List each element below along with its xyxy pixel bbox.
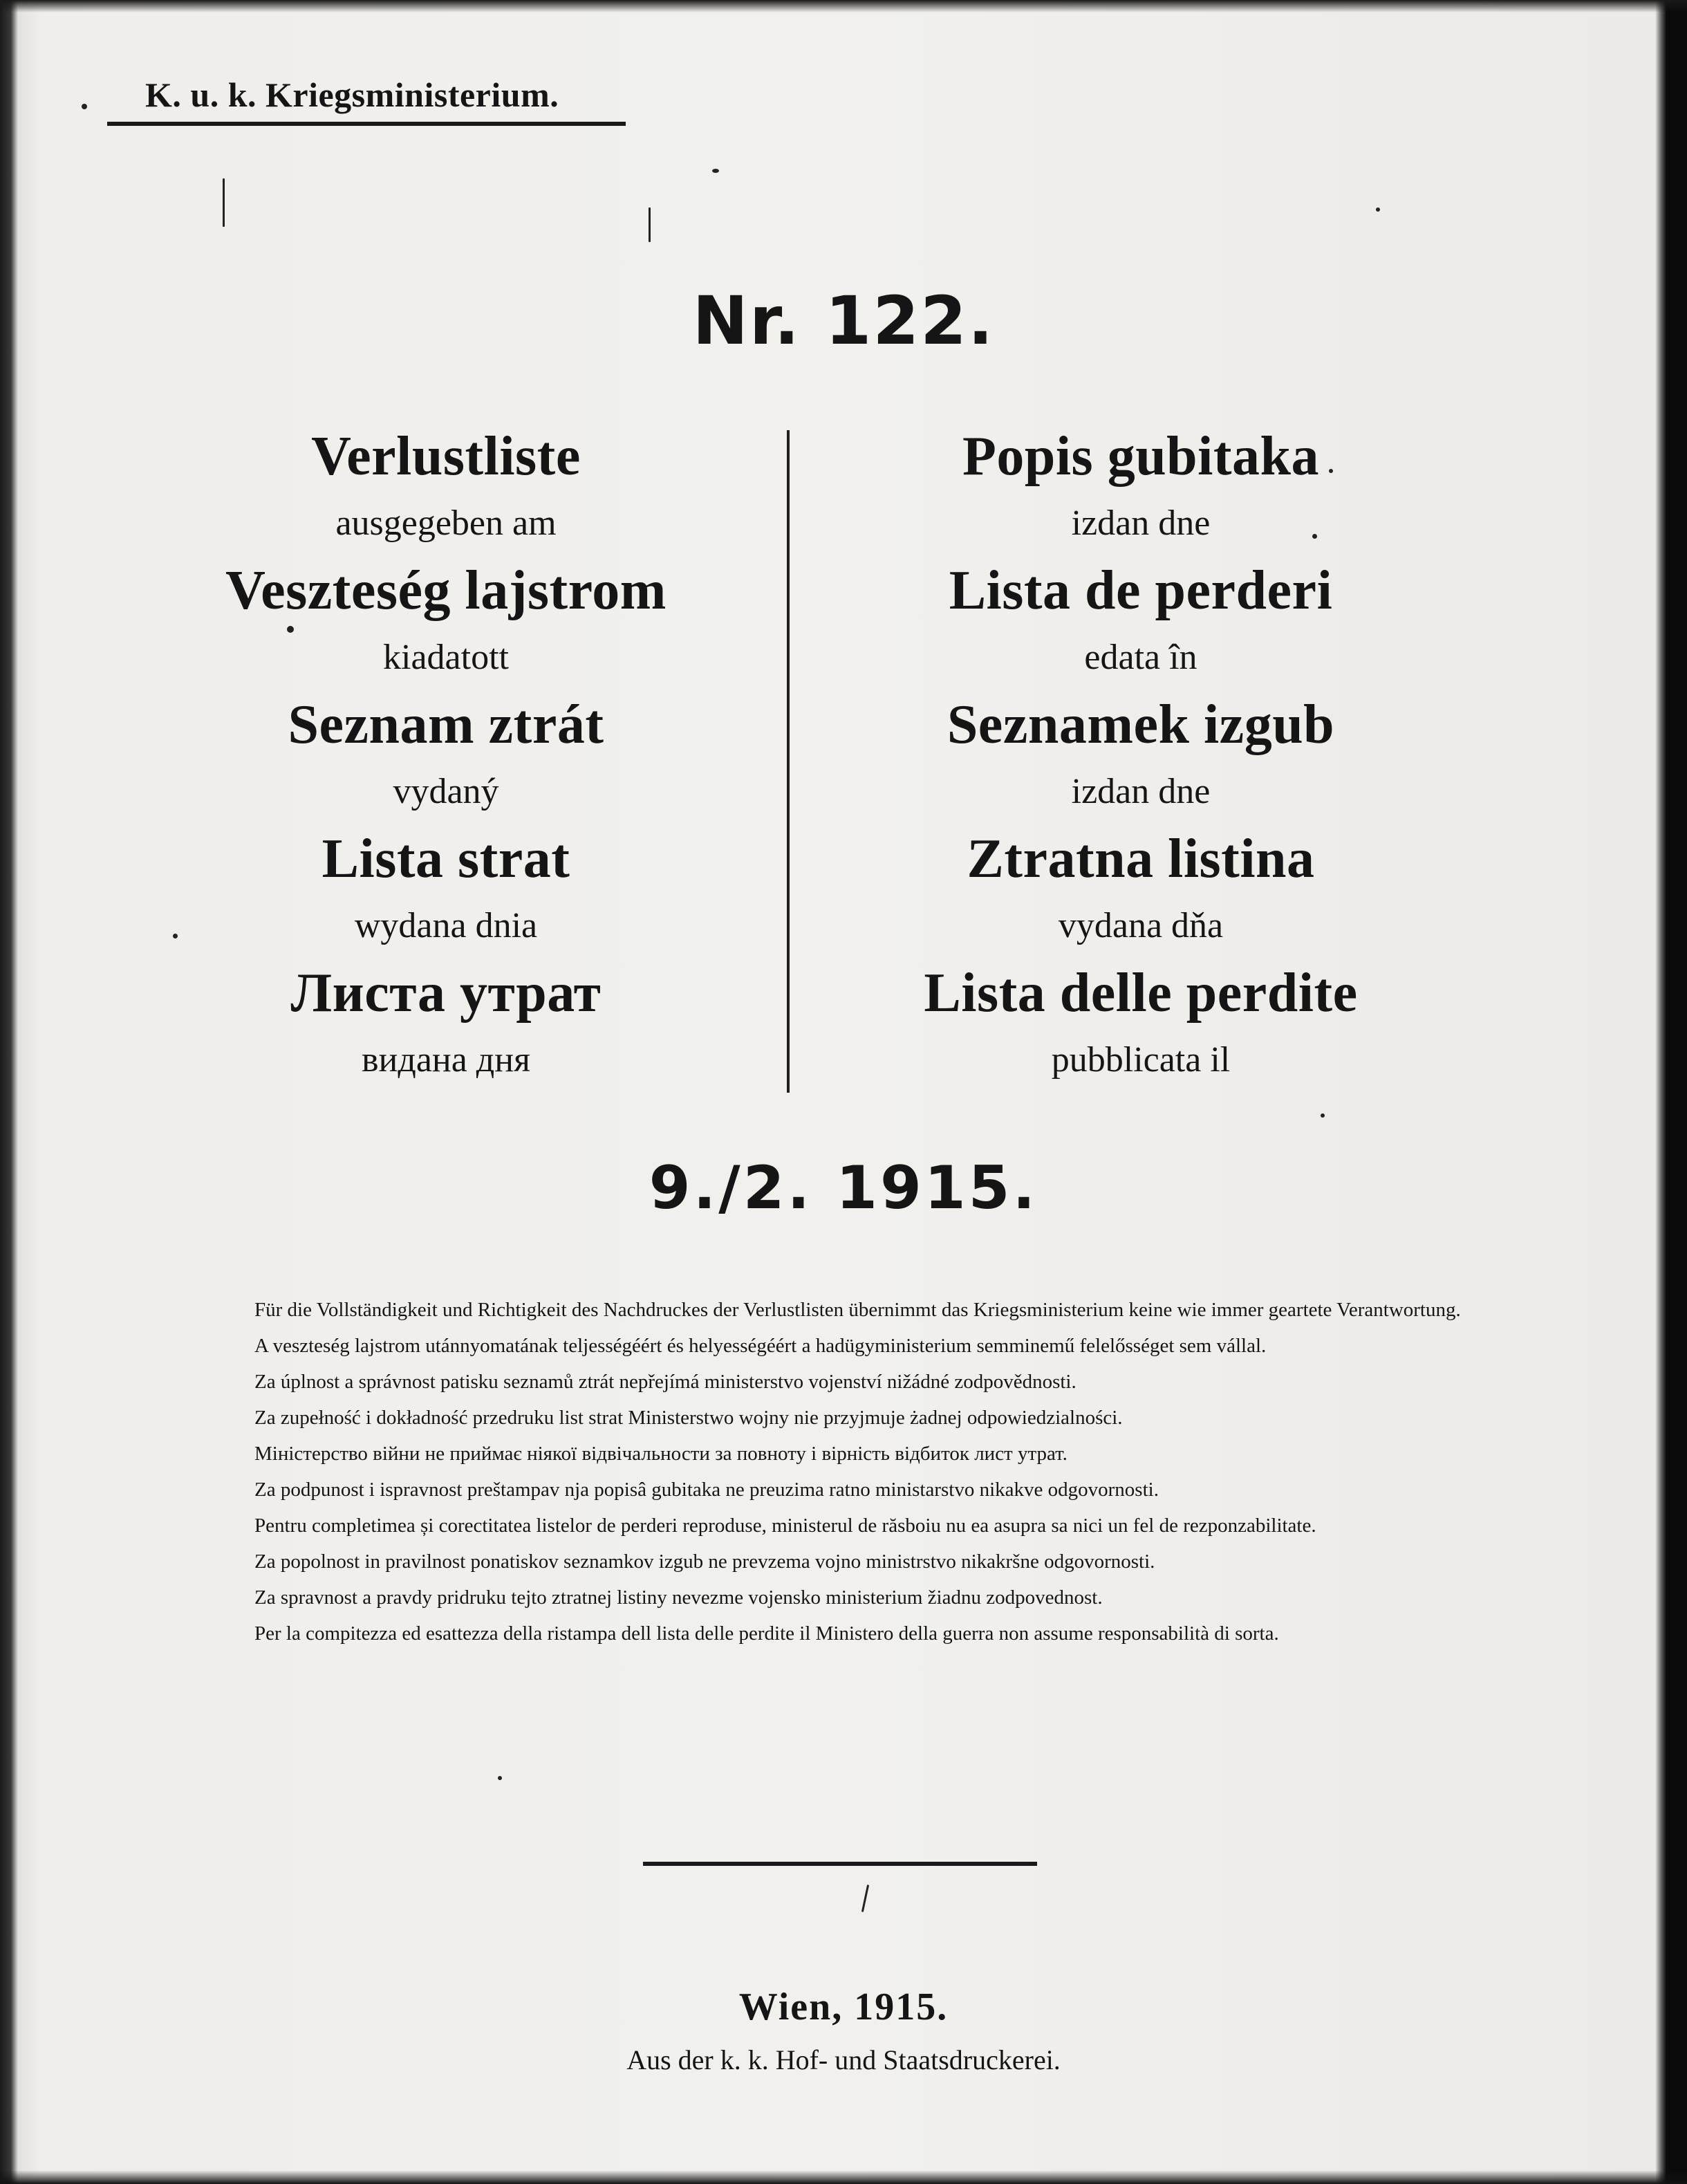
- right-sub-romanian: edata în: [1084, 638, 1197, 677]
- scan-speck: [1329, 469, 1333, 473]
- scan-speck: [223, 178, 225, 227]
- left-title-czech: Seznam ztrát: [288, 694, 604, 755]
- right-sub-slovene: izdan dne: [1071, 772, 1211, 811]
- disclaimer-croatian: Za podpunost i ispravnost preštampav nja popisâ gubitaka ne preuzima ratno ministarstvo nikakve odgovornosti.: [254, 1479, 1159, 1501]
- right-title-slovene: Seznamek izgub: [947, 694, 1335, 755]
- disclaimer-slovene: Za popolnost in pravilnost ponatiskov seznamkov izgub ne prevzema vojno ministrstvo nikakršne odgovornosti.: [254, 1551, 1155, 1573]
- scan-speck: [287, 626, 294, 633]
- right-sub-italian: pubblicata il: [1051, 1040, 1231, 1080]
- disclaimer-block: [105, 1299, 1471, 1658]
- left-title-hungarian: Veszteség lajstrom: [225, 560, 667, 621]
- right-title-romanian: Lista de perderi: [949, 560, 1333, 621]
- right-sub-slovak: vydana dňa: [1058, 906, 1224, 945]
- scan-speck: [1321, 1113, 1325, 1118]
- imprint-printer: Aus der k. k. Hof- und Staatsdruckerei.: [626, 2044, 1061, 2075]
- disclaimer-slovak: Za spravnost a pravdy pridruku tejto ztratnej listiny nevezme vojensko ministerium žiadnu zodpovednost.: [254, 1586, 1103, 1609]
- disclaimer-german: Für die Vollständigkeit und Richtigkeit des Nachdruckes der Verlustlisten übernimmt das Kriegsministerium keine wie immer geartete Verantwortung.: [254, 1299, 1461, 1321]
- disclaimer-hungarian: A veszteség lajstrom utánnyomatának teljességéért és helyességéért a hadügyministerium semminemű felelősséget sem vállal.: [254, 1335, 1267, 1357]
- left-sub-polish: wydana dnia: [354, 906, 538, 945]
- left-language-column: [100, 423, 792, 1094]
- disclaimer-polish: Za zupełność i dokładność przedruku list strat Ministerstwo wojny nie przyjmuje żadnej odpowiedzialności.: [254, 1407, 1123, 1429]
- scan-speck: [712, 169, 719, 173]
- column-divider: [787, 430, 790, 1093]
- right-sub-croatian: izdan dne: [1071, 503, 1211, 543]
- scan-speck: [649, 207, 651, 242]
- right-title-croatian: Popis gubitaka: [962, 426, 1320, 487]
- left-sub-czech: vydaný: [393, 772, 499, 811]
- disclaimer-ukrainian: Міністерство війни не приймає ніякої відвічальности за повноту і вірність відбиток лист утрат.: [254, 1443, 1068, 1465]
- ministry-header: K. u. k. Kriegsministerium.: [145, 75, 559, 114]
- left-sub-ukrainian: видана дня: [361, 1040, 531, 1080]
- footer-rule: [643, 1862, 1037, 1866]
- left-title-german: Verlustliste: [311, 426, 581, 487]
- list-number: Nr. 122.: [692, 282, 995, 360]
- left-sub-hungarian: kiadatott: [383, 638, 509, 677]
- header-rule: [107, 122, 626, 126]
- disclaimer-italian: Per la compitezza ed esattezza della ristampa dell lista delle perdite il Ministero della guerra non assume responsabilità di sorta.: [254, 1622, 1279, 1645]
- scan-speck: [1376, 207, 1380, 212]
- scan-speck: [498, 1776, 502, 1780]
- scan-edge-top: [0, 0, 1687, 12]
- issue-date: 9./2. 1915.: [649, 1154, 1038, 1223]
- left-title-ukrainian: Листа утрат: [290, 963, 602, 1024]
- right-language-column: [795, 423, 1486, 1094]
- left-sub-german: ausgegeben am: [335, 503, 557, 543]
- scan-speck: [173, 934, 178, 938]
- scan-edge-bottom: [0, 2170, 1687, 2184]
- scan-speck: [82, 104, 87, 109]
- left-title-polish: Lista strat: [321, 829, 570, 889]
- right-title-italian: Lista delle perdite: [924, 963, 1358, 1024]
- scan-speck: [861, 1885, 869, 1912]
- scan-speck: [1312, 534, 1317, 539]
- disclaimer-romanian: Pentru completimea și corectitatea listelor de perderi reproduse, ministerul de răsboiu nu ea asupra sa nici un fel de rezponzabilitate.: [254, 1515, 1316, 1537]
- right-title-slovak: Ztratna listina: [967, 829, 1315, 889]
- disclaimer-czech: Za úplnost a správnost patisku seznamů ztrát nepřejímá ministerstvo vojenství nižádné zodpovědnosti.: [254, 1371, 1076, 1393]
- imprint-place-year: Wien, 1915.: [738, 1986, 949, 2028]
